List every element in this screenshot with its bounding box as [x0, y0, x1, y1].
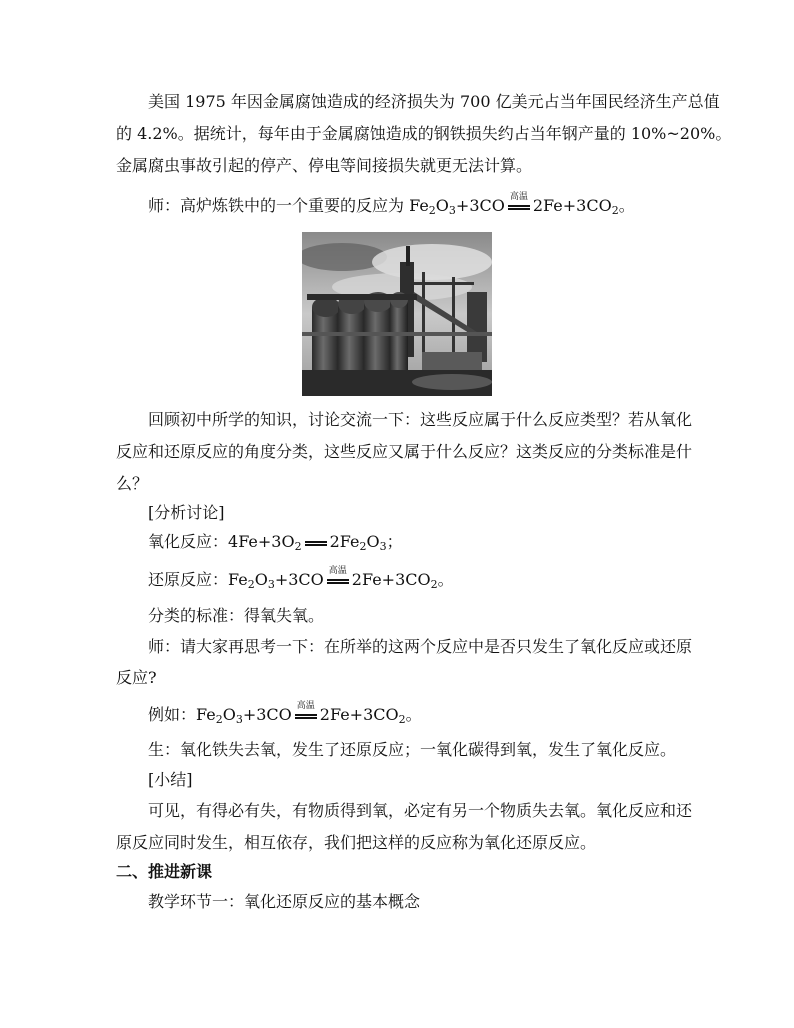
equation-example: $Fe_2O_3+3CO$ 高温 $2Fe+3CO_2$ [196, 701, 406, 726]
classification-criteria: 分类的标准：得氧失氧。 [148, 606, 325, 625]
reaction-arrow-plain [303, 532, 329, 552]
intro-line-2: 的 4.2%。据统计，每年由于金属腐蚀造成的钢铁损失约占当年钢产量的 10%~20%。 [116, 124, 732, 143]
question-line-1: 回顾初中所学的知识，讨论交流一下：这些反应属于什么反应类型？若从氧化 [148, 410, 693, 429]
example-line: 例如：$Fe_2O_3+3CO$ 高温 $2Fe+3CO_2$。 [148, 701, 422, 726]
equation-blast-furnace: $Fe_2O_3+3CO$ 高温 $2Fe+3CO_2$ [409, 192, 619, 217]
section-title: 二、推进新课 [116, 862, 213, 881]
reduction-reaction-line: 还原反应：$Fe_2O_3+3CO$ 高温 $2Fe+3CO_2$。 [148, 566, 454, 591]
reaction-arrow: 高温 [325, 570, 351, 590]
discussion-heading: [分析讨论] [148, 503, 225, 522]
teacher-question-line-1: 师：请大家再思考一下：在所举的这两个反应中是否只发生了氧化反应或还原 [148, 637, 693, 656]
teacher-statement-prefix: 师：高炉炼铁中的一个重要的反应为 [148, 196, 410, 215]
oxidation-reaction-line: 氧化反应：$4Fe+3O_2$ $2Fe_2O_3$； [148, 532, 403, 553]
equation-oxidation: $4Fe+3O_2$ $2Fe_2O_3$ [228, 532, 387, 553]
reaction-arrow: 高温 [506, 196, 532, 216]
section-subtitle: 教学环节一：氧化还原反应的基本概念 [148, 892, 421, 911]
equation-reduction: $Fe_2O_3+3CO$ 高温 $2Fe+3CO_2$ [228, 566, 438, 591]
summary-heading: [小结] [148, 770, 193, 789]
teacher-question-line-2: 反应? [116, 668, 157, 687]
blast-furnace-photo [302, 232, 492, 396]
intro-line-3: 金属腐虫事故引起的停产、停电等间接损失就更无法计算。 [116, 156, 533, 175]
summary-line-2: 原反应同时发生，相互依存，我们把这样的反应称为氧化还原反应。 [116, 833, 597, 852]
intro-line-1: 美国 1975 年因金属腐蚀造成的经济损失为 700 亿美元占当年国民经济生产总值 [148, 92, 720, 111]
question-line-2: 反应和还原反应的角度分类，这些反应又属于什么反应？这类反应的分类标准是什 [116, 442, 693, 461]
summary-line-1: 可见，有得必有失，有物质得到氧，必定有另一个物质失去氧。氧化反应和还 [148, 801, 693, 820]
teacher-statement-1: 师：高炉炼铁中的一个重要的反应为 $Fe_2O_3+3CO$ 高温 $2Fe+3CO_2$。 [148, 192, 635, 217]
reaction-arrow: 高温 [293, 705, 319, 725]
student-answer: 生：氧化铁失去氧，发生了还原反应；一氧化碳得到氧，发生了氧化反应。 [148, 740, 677, 759]
question-line-3: 么？ [116, 474, 149, 493]
